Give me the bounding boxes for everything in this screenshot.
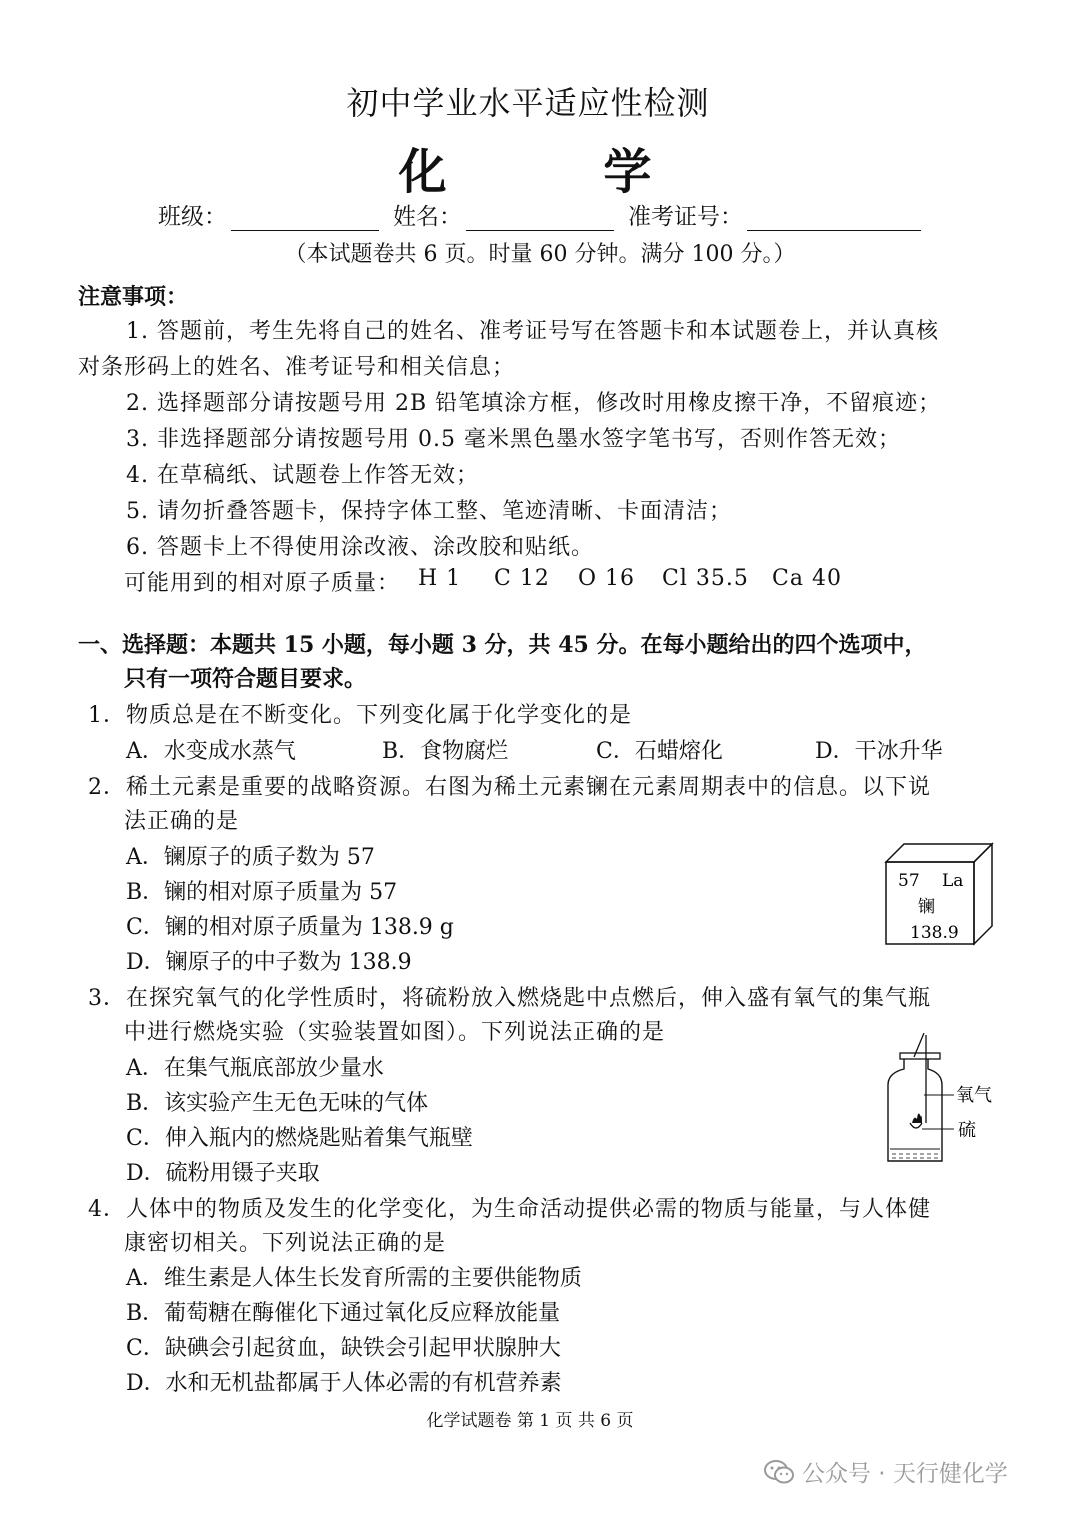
- gas-jar-apparatus: [884, 1033, 1004, 1167]
- combustion-spoon-cup: [910, 1123, 922, 1128]
- exam-no-label: 准考证号：: [628, 204, 743, 230]
- question-4-option-c[interactable]: C．缺碘会引起贫血，缺铁会引起甲状腺肿大: [126, 1336, 561, 1361]
- element-number: 57: [898, 871, 920, 891]
- question-2-option-d[interactable]: D．镧原子的中子数为 138.9: [126, 950, 412, 975]
- notice-item: 6. 答题卡上不得使用涂改液、涂改胶和贴纸。: [126, 535, 594, 560]
- sulfur-label: 硫: [958, 1120, 976, 1141]
- notice-heading: 注意事项：: [78, 284, 189, 310]
- atomic-mass-label: 可能用到的相对原子质量：: [124, 571, 401, 596]
- question-1-option-b[interactable]: B．食物腐烂: [382, 739, 509, 764]
- question-4-option-a[interactable]: A．维生素是人体生长发育所需的主要供能物质: [126, 1266, 582, 1291]
- atomic-mass-o: O 16: [578, 566, 636, 591]
- notice-item: 5. 请勿折叠答题卡，保持字体工整、笔迹清晰、卡面清洁；: [126, 499, 732, 524]
- element-mass: 138.9: [910, 923, 959, 943]
- question-1-stem: 1．物质总是在不断变化。下列变化属于化学变化的是: [88, 703, 632, 728]
- question-3-option-b[interactable]: B．该实验产生无色无味的气体: [126, 1091, 429, 1116]
- element-name: 镧: [918, 897, 935, 917]
- watermark-text: 公众号 · 天行健化学: [802, 1461, 1008, 1487]
- question-1-option-c[interactable]: C．石蜡熔化: [596, 739, 723, 764]
- atomic-mass-c: C 12: [494, 566, 550, 591]
- lanthanum-element-card: [884, 842, 996, 946]
- jar-lid: [900, 1053, 940, 1059]
- question-2-option-c[interactable]: C．镧的相对原子质量为 138.9 g: [126, 915, 454, 940]
- exam-subtitle: 初中学业水平适应性检测: [346, 84, 710, 122]
- student-info-line: [158, 198, 935, 231]
- page-footer: 化学试题卷 第 1 页 共 6 页: [426, 1411, 634, 1431]
- question-4-stem: 4．人体中的物质及发生的化学变化，为生命活动提供必需的物质与能量，与人体健: [88, 1197, 931, 1222]
- class-field[interactable]: [231, 204, 379, 231]
- question-1-option-d[interactable]: D．干冰升华: [815, 739, 943, 764]
- atomic-mass-ca: Ca 40: [772, 566, 842, 591]
- question-3-stem: 3．在探究氧气的化学性质时，将硫粉放入燃烧匙中点燃后，伸入盛有氧气的集气瓶: [88, 986, 931, 1011]
- element-symbol: La: [942, 871, 964, 891]
- atomic-mass-line: [124, 566, 842, 597]
- notice-item: 4. 在草稿纸、试题卷上作答无效；: [126, 463, 479, 488]
- question-3-option-a[interactable]: A．在集气瓶底部放少量水: [126, 1056, 384, 1081]
- watermark: [764, 1455, 1008, 1488]
- gas-jar: [888, 1059, 942, 1161]
- question-3-option-d[interactable]: D．硫粉用镊子夹取: [126, 1161, 320, 1186]
- atomic-mass-h: H 1: [418, 566, 462, 591]
- question-2-stem-cont: 法正确的是: [124, 809, 240, 834]
- exam-no-field[interactable]: [747, 204, 921, 231]
- notice-item: 对条形码上的姓名、准考证号和相关信息；: [78, 355, 516, 380]
- class-label: 班级：: [158, 204, 227, 230]
- notice-item: 2. 选择题部分请按题号用 2B 铅笔填涂方框，修改时用橡皮擦干净，不留痕迹；: [126, 391, 942, 416]
- question-2-option-b[interactable]: B．镧的相对原子质量为 57: [126, 880, 398, 905]
- question-1-option-a[interactable]: A．水变成水蒸气: [126, 739, 296, 764]
- question-4-option-b[interactable]: B．葡萄糖在酶催化下通过氧化反应释放能量: [126, 1301, 561, 1326]
- question-4-option-d[interactable]: D．水和无机盐都属于人体必需的有机营养素: [126, 1371, 562, 1396]
- exam-title: 化 学: [398, 144, 722, 200]
- name-label: 姓名：: [393, 204, 462, 230]
- question-2-stem: 2．稀土元素是重要的战略资源。右图为稀土元素镧在元素周期表中的信息。以下说: [88, 775, 931, 800]
- question-2-option-a[interactable]: A．镧原子的质子数为 57: [126, 845, 375, 870]
- oxygen-label: 氧气: [956, 1085, 992, 1106]
- section-heading-cont: 只有一项符合题目要求。: [124, 666, 367, 692]
- question-3-stem-cont: 中进行燃烧实验（实验装置如图）。下列说法正确的是: [124, 1020, 666, 1045]
- question-4-stem-cont: 康密切相关。下列说法正确的是: [124, 1231, 447, 1256]
- notice-item: 3. 非选择题部分请按题号用 0.5 毫米黑色墨水签字笔书写，否则作答无效；: [126, 427, 901, 452]
- wechat-icon: [764, 1459, 794, 1485]
- card-side-face: [974, 844, 992, 944]
- exam-info: （本试题卷共 6 页。时量 60 分钟。满分 100 分。）: [284, 242, 796, 267]
- atomic-mass-cl: Cl 35.5: [662, 566, 749, 591]
- question-3-option-c[interactable]: C．伸入瓶内的燃烧匙贴着集气瓶壁: [126, 1126, 473, 1151]
- section-heading: 一、选择题：本题共 15 小题，每小题 3 分，共 45 分。在每小题给出的四个选项中，: [78, 632, 927, 658]
- notice-item: 1. 答题前，考生先将自己的姓名、准考证号写在答题卡和本试题卷上，并认真核: [126, 319, 939, 344]
- name-field[interactable]: [466, 204, 614, 231]
- sulfur-flame: [912, 1113, 922, 1123]
